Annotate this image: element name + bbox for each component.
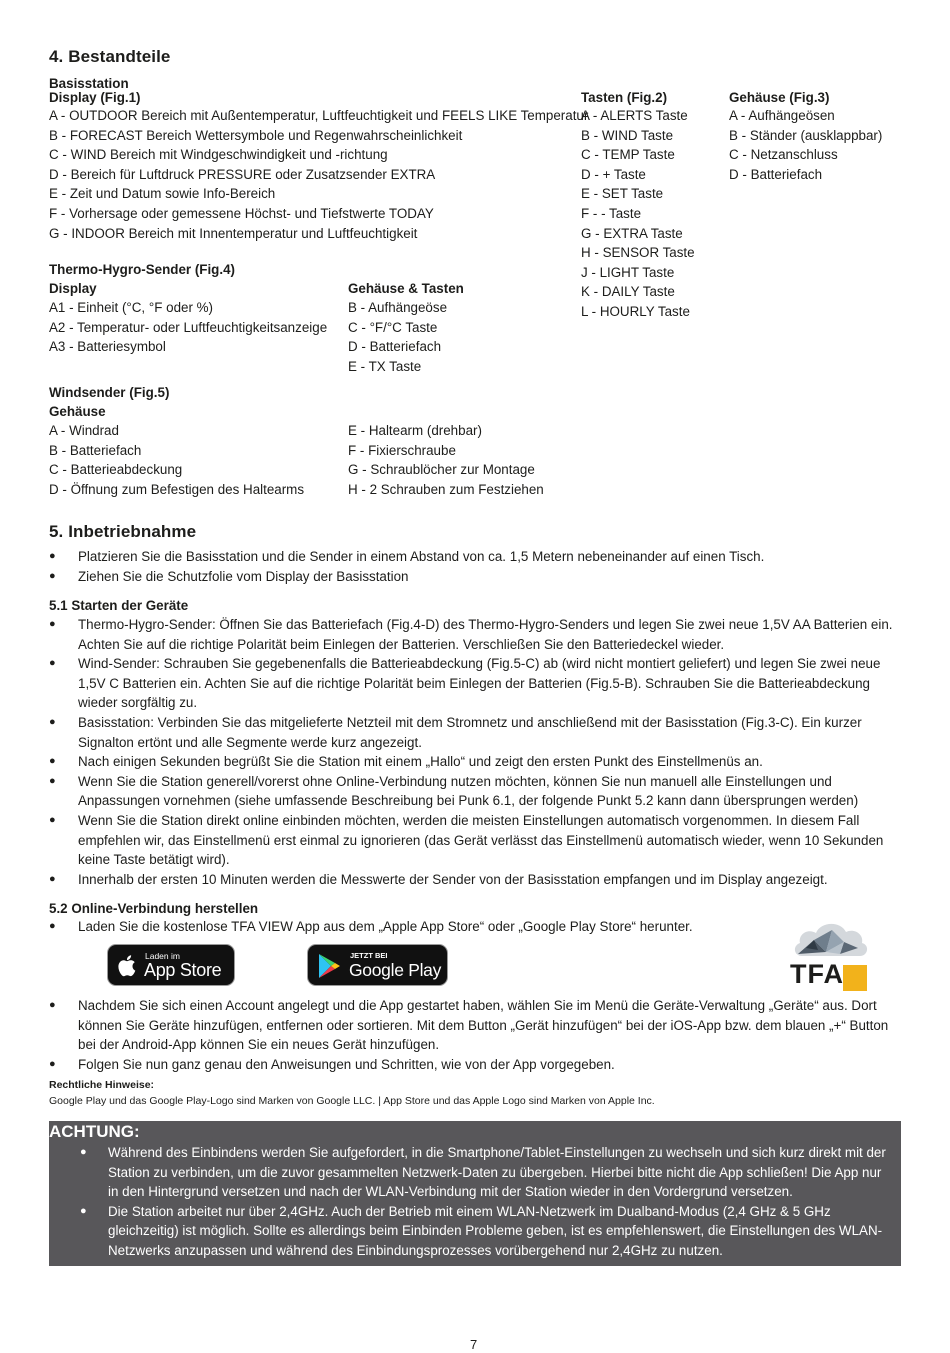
s51-list bbox=[49, 615, 901, 889]
list-item: F - Vorhersage oder gemessene Höchst- und Tiefstwerte TODAY bbox=[49, 205, 434, 221]
gplay-big-label: Google Play bbox=[349, 960, 442, 980]
list-item: A1 - Einheit (°C, °F oder %) bbox=[49, 300, 214, 315]
display-fig1-title: Display (Fig.1) bbox=[49, 90, 141, 105]
list-item: A - OUTDOOR Bereich mit Außentemperatur, Luftfeuchtigkeit und FEELS LIKE Temperatur bbox=[49, 108, 589, 123]
thermo-gehaeuse-title: Gehäuse & Tasten bbox=[348, 281, 464, 296]
tfa-logo bbox=[788, 918, 870, 994]
list-item: ● Nach einigen Sekunden begrüßt Sie die Station mit einem „Hallo“ und zeigt den ersten Punkt des Einstellmenüs an. bbox=[49, 752, 901, 772]
list-item: A3 - Batteriesymbol bbox=[49, 339, 166, 355]
display-fig1-list bbox=[49, 106, 588, 243]
list-item: L - HOURLY Taste bbox=[581, 303, 690, 319]
list-item: D - + Taste bbox=[581, 166, 646, 182]
list-item: ● Folgen Sie nun ganz genau den Anweisungen und Schritten, wie von der App vorgegeben. bbox=[49, 1055, 901, 1075]
thermo-display-list bbox=[49, 298, 327, 357]
section-5-2-title: 5.2 Online-Verbindung herstellen bbox=[49, 901, 259, 916]
bullet-icon: ● bbox=[49, 813, 56, 826]
list-item: A - ALERTS Taste bbox=[581, 108, 688, 123]
list-item: D - Batteriefach bbox=[729, 166, 823, 182]
bullet-icon: ● bbox=[49, 657, 56, 670]
apple-icon bbox=[117, 953, 139, 978]
list-item: H - SENSOR Taste bbox=[581, 245, 695, 261]
list-item: D - Bereich für Luftdruck PRESSURE oder Zusatzsender EXTRA bbox=[49, 166, 436, 182]
list-item: ● Wenn Sie die Station direkt online einbinden möchten, werden die meisten Einstellungen automatisch vorgenommen. In diesem Fall empfehlen wir, das Einstellmenü erst einmal zu ignorieren (das Gerät verlässt das Einstellmenü automatisch wieder, wenn 10 Sekunden keine Taste betätigt wird). bbox=[49, 812, 884, 868]
gehaeuse-fig3-list bbox=[729, 106, 882, 184]
list-item: B - Aufhängeöse bbox=[348, 300, 448, 315]
wind-left-list bbox=[49, 421, 304, 499]
section-4-title: 4. Bestandteile bbox=[49, 47, 171, 66]
list-item: C - °F/°C Taste bbox=[348, 319, 438, 335]
windsender-title: Windsender (Fig.5) bbox=[49, 385, 170, 400]
list-item: C - TEMP Taste bbox=[581, 147, 675, 163]
s52-list bbox=[49, 996, 901, 1074]
intro-list bbox=[49, 547, 901, 586]
list-item: A - Aufhängeösen bbox=[729, 108, 835, 123]
list-item: ● Basisstation: Verbinden Sie das mitgelieferte Netzteil mit dem Stromnetz und anschließend mit der Basisstation (Fig.3-C). Ein kurzer Signalton ertönt und alle Segmente werde kurz angezeigt. bbox=[49, 714, 862, 750]
list-item: E - Haltearm (drehbar) bbox=[348, 423, 482, 438]
list-item: ● Während des Einbindens werden Sie aufgefordert, in die Smartphone/Tablet-Einstellungen zu wechseln und sich kurz direkt mit der Station zu verbinden, um die zuvor gesammelten Netzwerk-Daten zu übergeben. Hierbei bitte nicht die App schließen! Die App nur in den Hintergrund versetzen und nach der WLAN-Verbindung mit der Station wieder in den Vordergrund versetzen. bbox=[80, 1145, 886, 1200]
list-item: J - LIGHT Taste bbox=[581, 264, 675, 280]
wind-right-list bbox=[348, 421, 544, 499]
tasten-fig2-title: Tasten (Fig.2) bbox=[581, 90, 668, 105]
list-item: ● Wenn Sie die Station generell/vorerst ohne Online-Verbindung nutzen möchten, können Sie nun manuell alle Einstellungen und Anpassungen vornehmen (siehe umfassende Beschreibung bei Punk 6.1, der folgende Punkt 5.2 kann dann übersprungen werden) bbox=[49, 773, 859, 809]
list-item: G - Schraublöcher zur Montage bbox=[348, 462, 535, 478]
list-item: B - Ständer (ausklappbar) bbox=[729, 127, 883, 143]
list-item: G - INDOOR Bereich mit Innentemperatur und Luftfeuchtigkeit bbox=[49, 225, 418, 241]
list-item: A2 - Temperatur- oder Luftfeuchtigkeitsanzeige bbox=[49, 319, 328, 335]
basisstation-title: Basisstation bbox=[49, 76, 129, 91]
list-item: B - Batteriefach bbox=[49, 442, 142, 458]
list-item: B - FORECAST Bereich Wettersymbole und Regenwahrscheinlichkeit bbox=[49, 127, 463, 143]
warning-title: ACHTUNG: bbox=[49, 1122, 140, 1141]
list-item: F - - Taste bbox=[581, 205, 642, 221]
page-number: 7 bbox=[470, 1337, 478, 1352]
list-item: ● Laden Sie die kostenlose TFA VIEW App aus dem „Apple App Store“ oder „Google Play Store“ herunter. bbox=[49, 917, 749, 937]
appstore-small-label: Laden im bbox=[145, 951, 180, 961]
bullet-icon: ● bbox=[80, 1204, 87, 1217]
list-item: C - Netzanschluss bbox=[729, 147, 838, 163]
bullet-icon: ● bbox=[49, 618, 56, 630]
section-5-1-title: 5.1 Starten der Geräte bbox=[49, 598, 189, 613]
list-item: H - 2 Schrauben zum Festziehen bbox=[348, 481, 544, 497]
gplay-small-label: JETZT BEI bbox=[350, 951, 388, 960]
s52-first-list bbox=[49, 917, 749, 937]
list-item: D - Batteriefach bbox=[348, 339, 442, 355]
warning-list bbox=[49, 1143, 889, 1261]
bullet-icon: ● bbox=[49, 920, 56, 932]
list-item: D - Öffnung zum Befestigen des Haltearms bbox=[49, 481, 305, 497]
list-item: K - DAILY Taste bbox=[581, 284, 675, 300]
list-item: ● Wind-Sender: Schrauben Sie gegebenenfalls die Batterieabdeckung (Fig.5-C) ab (wird nicht montiert geliefert) und legen Sie zwei neue 1,5V C Batterien ein. Achten Sie auf die richtige Polarität beim Einlegen der Batterien (Fig.5-B). Schrauben Sie die Batterieabdeckung wieder sorgfältig zu. bbox=[49, 656, 881, 711]
list-item: ● Die Station arbeitet nur über 2,4GHz. Auch der Betrieb mit einem WLAN-Netzwerk im Dualband-Modus (2,4 GHz & 5 GHz gleichzeitig) ist möglich. Sollte es allerdings beim Einbinden Probleme geben, ist es empfehlenswert, die Einstellungen des WLAN-Netzwerks anzupassen und während des Einbindungsprozesses vorübergehend nur 2,4GHz zu nutzen. bbox=[80, 1203, 883, 1258]
list-item: E - TX Taste bbox=[348, 358, 422, 374]
thermo-gehaeuse-list bbox=[348, 298, 447, 376]
app-store-badge[interactable] bbox=[107, 944, 235, 986]
list-item: ● Innerhalb der ersten 10 Minuten werden die Messwerte der Sender von der Basisstation empfangen und im Display angezeigt. bbox=[49, 870, 901, 890]
bullet-icon: ● bbox=[49, 550, 56, 562]
list-item: ● Platzieren Sie die Basisstation und die Sender in einem Abstand von ca. 1,5 Metern nebeneinander auf einen Tisch. bbox=[49, 547, 901, 567]
legal-text: Google Play und das Google Play-Logo sind Marken von Google LLC. | App Store und das Apple Logo sind Marken von Apple Inc. bbox=[49, 1095, 655, 1107]
list-item: B - WIND Taste bbox=[581, 127, 674, 143]
warning-box bbox=[49, 1121, 901, 1266]
tasten-fig2-list bbox=[581, 106, 695, 322]
list-item: E - Zeit und Datum sowie Info-Bereich bbox=[49, 186, 276, 202]
section-5-title: 5. Inbetriebnahme bbox=[49, 522, 197, 541]
bullet-icon: ● bbox=[49, 1057, 56, 1070]
bullet-icon: ● bbox=[80, 1146, 87, 1158]
appstore-big-label: App Store bbox=[144, 960, 222, 980]
google-play-badge[interactable] bbox=[307, 944, 448, 986]
list-item: E - SET Taste bbox=[581, 186, 664, 202]
bullet-icon: ● bbox=[49, 569, 56, 582]
gehaeuse-fig3-title: Gehäuse (Fig.3) bbox=[729, 90, 830, 105]
list-item: ● Ziehen Sie die Schutzfolie vom Display der Basisstation bbox=[49, 567, 901, 587]
tfa-logo-text: TFA bbox=[790, 959, 844, 989]
thermo-display-title: Display bbox=[49, 281, 97, 296]
list-item: G - EXTRA Taste bbox=[581, 225, 683, 241]
bullet-icon: ● bbox=[49, 872, 56, 885]
list-item: C - WIND Bereich mit Windgeschwindigkeit und -richtung bbox=[49, 147, 388, 163]
bullet-icon: ● bbox=[49, 999, 56, 1011]
bullet-icon: ● bbox=[49, 774, 56, 787]
list-item: A - Windrad bbox=[49, 423, 119, 438]
legal-title: Rechtliche Hinweise: bbox=[49, 1079, 155, 1091]
google-play-icon bbox=[317, 953, 341, 979]
list-item: F - Fixierschraube bbox=[348, 442, 456, 458]
bullet-icon: ● bbox=[49, 755, 56, 768]
wind-gehaeuse-title: Gehäuse bbox=[49, 404, 106, 419]
thermo-sender-title: Thermo-Hygro-Sender (Fig.4) bbox=[49, 262, 235, 277]
list-item: ● Thermo-Hygro-Sender: Öffnen Sie das Batteriefach (Fig.4-D) des Thermo-Hygro-Senders und legen Sie zwei neue 1,5V AA Batterien ein. Achten Sie auf die richtige Polarität beim Einlegen der Batterien. Verschließen Sie den Batteriedeckel wieder. bbox=[49, 617, 893, 652]
list-item: ● Nachdem Sie sich einen Account angelegt und die App gestartet haben, wählen Sie im Menü die Geräte-Verwaltung „Geräte“ aus. Dort können Sie Geräte hinzufügen, entfernen oder sortieren. Mit dem Button „Gerät hinzufügen“ bei der iOS-App bzw. dem blauen „+“ Button bei der Android-App können Sie ein neues Gerät hinzufügen. bbox=[49, 998, 889, 1053]
bullet-icon: ● bbox=[49, 715, 56, 728]
list-item: C - Batterieabdeckung bbox=[49, 462, 183, 478]
